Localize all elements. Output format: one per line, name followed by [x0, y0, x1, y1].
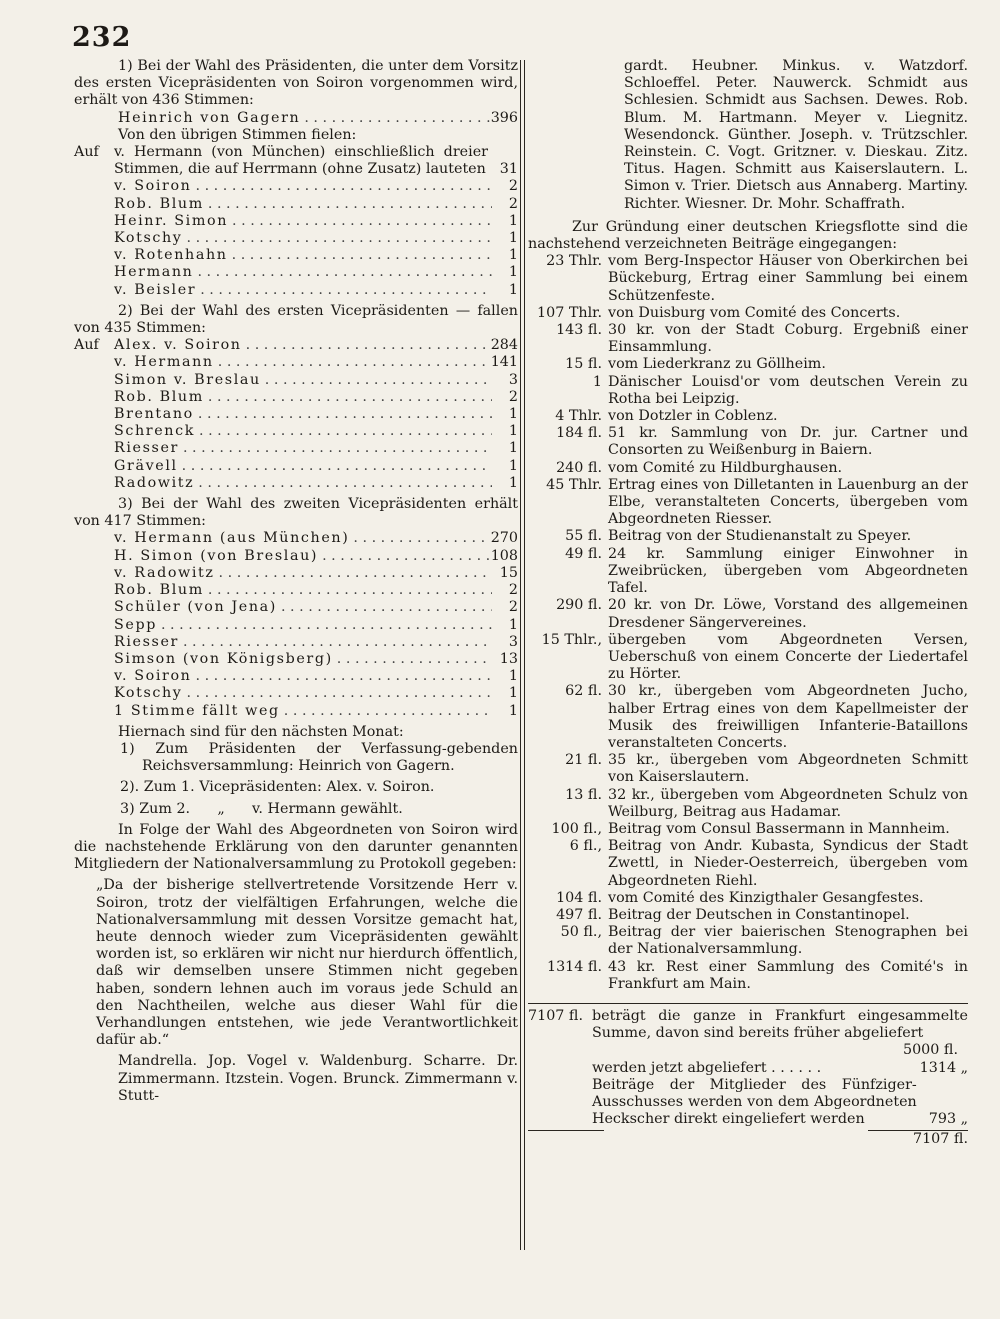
contribution-text: von Dotzler in Coblenz.	[608, 408, 778, 425]
contribution-text: 35 kr., übergeben vom Abgeordneten Schmitt von Kaiserslautern.	[608, 752, 968, 786]
candidate-name: Brentano	[114, 406, 194, 423]
contribution-amount: 104 fl.	[556, 889, 602, 906]
contribution-amount: 290 fl.	[556, 597, 602, 614]
vote-row	[74, 389, 518, 406]
candidate-name: Schüler (von Jena)	[114, 599, 277, 616]
vote-row	[74, 196, 518, 213]
second-vp-votes-list	[74, 530, 518, 719]
vote-row	[74, 617, 518, 634]
vote-count: 2	[508, 599, 518, 616]
contribution-entry	[528, 683, 968, 752]
vote-row	[74, 565, 518, 582]
contribution-text: Beitrag von Andr. Kubasta, Syndicus der Stadt Zwettl, in Nieder-Oesterreich, übergeben vom Abgeordneten Riehl.	[608, 838, 968, 889]
contribution-amount: 4 Thlr.	[555, 408, 602, 425]
candidate-name: Rob. Blum	[114, 582, 204, 599]
contribution-text: 24 kr. Sammlung einiger Einwohner in Zweibrücken, übergeben vom Abgeordneten Tafel.	[608, 545, 968, 597]
contribution-entry	[528, 374, 968, 408]
contribution-amount: 13 fl.	[565, 786, 602, 803]
candidate-name: v. Soiron	[114, 178, 192, 195]
vote-count: 2	[508, 582, 518, 599]
contribution-entry	[528, 408, 968, 425]
vote-count: 1	[508, 702, 518, 719]
candidate-name: Radowitz	[114, 474, 195, 491]
vote-count: 13	[499, 650, 518, 667]
candidate-name: Simson (von Königsberg)	[114, 650, 333, 667]
contribution-amount: 143 fl.	[556, 322, 602, 339]
contribution-entry	[528, 752, 968, 786]
candidate-name: v. Radowitz	[114, 564, 215, 581]
vote-count: 1	[508, 406, 518, 423]
contribution-text: von Duisburg vom Comité des Concerts.	[608, 304, 901, 321]
vote-row	[74, 213, 518, 230]
fleet-contributions-intro: Zur Gründung einer deutschen Kriegsflotte sind die nachstehend verzeichneten Beiträge eingegangen:	[528, 218, 968, 253]
summary-line-1: beträgt die ganze in Frankfurt eingesammelte Summe, davon sind bereits früher abgeliefert	[592, 1007, 968, 1042]
second-vp-election-intro: 3) Bei der Wahl des zweiten Vicepräsidenten erhält von 417 Stimmen:	[74, 496, 518, 530]
contribution-amount: 21 fl.	[565, 752, 602, 769]
contribution-entry	[528, 253, 968, 305]
vote-row	[74, 406, 518, 423]
vote-row	[74, 685, 518, 702]
contribution-entry	[528, 907, 968, 924]
candidate-name: v. Soiron	[114, 668, 192, 685]
contribution-amount: 497 fl.	[556, 906, 602, 923]
contribution-entry	[528, 305, 968, 322]
contribution-entry	[528, 959, 968, 993]
contributions-list	[528, 253, 968, 993]
candidate-name: Hermann	[114, 264, 194, 281]
contribution-amount: 50 fl.,	[560, 924, 602, 941]
president-election-intro: 1) Bei der Wahl des Präsidenten, die unter dem Vorsitz des ersten Vicepräsidenten von Soiron vorgenommen wird, erhält von 436 Stimmen:	[74, 58, 518, 109]
summary-value-1: 5000 fl.	[902, 1042, 958, 1059]
vote-row	[74, 530, 518, 547]
contribution-text: 51 kr. Sammlung von Dr. jur. Cartner und Consorten zu Weißenburg in Baiern.	[608, 425, 968, 459]
vote-row: Auf Alex. v. Soiron . . . 284	[74, 337, 518, 354]
candidate-name: v. Beisler	[114, 281, 197, 298]
vote-row	[74, 247, 518, 264]
contribution-text: 30 kr., übergeben vom Abgeordneten Jucho, halber Ertrag eines von dem Kapellmeister der Musik des freiwilligen Infanterie-Bataillons veranstalteten Concerts.	[608, 683, 968, 751]
contribution-text: vom Comité des Kinzigthaler Gesangfestes.	[608, 889, 924, 906]
vote-row	[74, 582, 518, 599]
vote-count: 270	[490, 530, 518, 547]
contribution-text: 30 kr. von der Stadt Coburg. Ergebniß einer Einsammlung.	[608, 322, 968, 356]
vote-count: 1	[508, 474, 518, 491]
page-number: 232	[72, 22, 132, 53]
contribution-entry	[528, 356, 968, 373]
right-column	[528, 58, 968, 1149]
contribution-amount: 15 fl.	[565, 356, 602, 373]
vote-count: 1	[508, 616, 518, 633]
remaining-votes-label: Von den übrigen Stimmen fielen:	[118, 126, 357, 143]
vote-count: 1	[508, 212, 518, 229]
contribution-amount: 100 fl.,	[551, 820, 602, 837]
president-votes-list	[74, 178, 518, 298]
summary-total-row	[528, 1130, 968, 1148]
vote-count: 1	[508, 440, 518, 457]
summary-amount: 7107 fl.	[528, 1007, 584, 1024]
first-vp-election-intro: 2) Bei der Wahl des ersten Vicepräsidenten — fallen von 435 Stimmen:	[74, 302, 518, 337]
result-president: 1) Zum Präsidenten der Verfassung-gebenden Reichsversammlung: Heinrich von Gagern.	[120, 740, 518, 775]
contribution-text: Beitrag der Deutschen in Constantinopel.	[608, 906, 910, 923]
vote-count: 1	[508, 668, 518, 685]
vote-row	[74, 475, 518, 492]
contribution-entry	[528, 597, 968, 631]
vote-row	[74, 178, 518, 195]
signers-list: Mandrella. Jop. Vogel v. Waldenburg. Scharre. Dr. Zimmermann. Itzstein. Vogen. Brunck. Zimmermann v. Stutt-	[118, 1053, 518, 1104]
contribution-entry	[528, 546, 968, 598]
candidate-name: v. Rotenhahn	[114, 247, 228, 264]
vote-row	[74, 634, 518, 651]
result-first-vp: 2). Zum 1. Vicepräsidenten: Alex. v. Soiron.	[120, 779, 435, 796]
vote-count: 3	[508, 371, 518, 388]
vote-count: 1	[508, 423, 518, 440]
summary-row-2: werden jetzt abgeliefert . . . . . . 1314 „	[592, 1059, 968, 1076]
contribution-amount: 6 fl.,	[569, 838, 602, 855]
vote-row	[74, 264, 518, 281]
candidate-name: v. Hermann	[114, 354, 214, 371]
contribution-text: vom Liederkranz zu Göllheim.	[608, 356, 826, 373]
candidate-name: Heinr. Simon	[114, 212, 229, 229]
summary-total: 7107 fl.	[868, 1130, 968, 1148]
vote-row	[74, 703, 518, 720]
contribution-amount: 107 Thlr.	[537, 304, 602, 321]
contribution-entry	[528, 322, 968, 356]
vote-row: Heinrich von Gagern . . . 396	[74, 110, 518, 127]
vote-row	[74, 440, 518, 457]
left-column	[74, 58, 518, 1105]
contribution-text: Ertrag eines von Dilletanten in Lauenburg an der Elbe, veranstalteten Concerts, übergeben vom Abgeordneten Riesser.	[608, 476, 968, 528]
declaration-quote: „Da der bisherige stellvertretende Vorsitzende Herr v. Soiron, trotz der vielfältigen Erfahrungen, welche die Nationalversammlung mit dessen Vorsitze gemacht hat, heute dennoch wieder zum Vicepräsidenten gewählt worden ist, so erklären wir nicht nur hierdurch öffentlich, daß wir demselben unsere Stimmen nicht gegeben haben, sondern lehnen auch im voraus jede Schuld an den Nachtheilen, welche aus dieser Wahl für die Verhandlungen entstehen, wie jede Verantwortlichkeit dafür ab.“	[96, 877, 518, 1049]
candidate-name: Rob. Blum	[114, 195, 204, 212]
vote-count: 1	[508, 685, 518, 702]
candidate-name: Sepp	[114, 616, 157, 633]
contribution-text: Dänischer Louisd'or vom deutschen Verein zu Rotha bei Leipzig.	[608, 373, 968, 407]
contribution-entry	[528, 425, 968, 459]
contribution-entry	[528, 890, 968, 907]
candidate-name: Alex. v. Soiron	[114, 337, 242, 354]
vote-count: 1	[508, 264, 518, 281]
candidate-name: Riesser	[114, 440, 179, 457]
contribution-entry	[528, 528, 968, 545]
contribution-entry	[528, 787, 968, 821]
vote-row	[74, 372, 518, 389]
contribution-text: 20 kr. von Dr. Löwe, Vorstand des allgemeinen Dresdener Sängervereines.	[608, 597, 968, 631]
declaration-intro: In Folge der Wahl des Abgeordneten von Soiron wird die nachstehende Erklärung von den darunter genannten Mitgliedern der Nationalversammlung zu Protokoll gegeben:	[74, 821, 518, 873]
contribution-entry	[528, 477, 968, 529]
contribution-text: Beitrag vom Consul Bassermann in Mannheim.	[608, 820, 950, 837]
result-second-vp: 3) Zum 2. „ v. Hermann gewählt.	[120, 800, 403, 817]
vote-count: 15	[499, 564, 518, 581]
signers-list-continued: gardt. Heubner. Minkus. v. Watzdorf. Schloeffel. Peter. Nauwerck. Schmidt aus Schlesien. Schmidt aus Sachsen. Dewes. Rob. Blum. M. Hartmann. Meyer v. Liegnitz. Wesendonck. Günther. Joseph. v. Trützschler. Reinstein. C. Vogt. Gritzner. v. Dieskau. Zitz. Titus. Hagen. Schmitt aus Kaiserslautern. L. Simon v. Trier. Dietsch aus Annaberg. Martiny. Richter. Wiesner. Dr. Mohr. Schaffrath.	[624, 58, 968, 212]
column-divider	[520, 60, 525, 1250]
vote-count: 2	[508, 178, 518, 195]
summary-block	[528, 1008, 968, 1128]
vote-count: 3	[508, 633, 518, 650]
contribution-amount: 49 fl.	[565, 545, 602, 562]
vote-count: 108	[490, 547, 518, 564]
contribution-amount: 1	[592, 373, 602, 390]
contribution-amount: 55 fl.	[565, 528, 602, 545]
candidate-name: Schrenck	[114, 423, 195, 440]
summary-row-3: Beiträge der Mitglieder des Fünfziger-Ausschusses werden von dem Abgeordneten Heckscher direkt eingeliefert werden 793 „	[592, 1076, 968, 1128]
candidate-name: Simon v. Breslau	[114, 371, 261, 388]
vote-row	[74, 282, 518, 299]
contribution-text: Beitrag von der Studienanstalt zu Speyer.	[608, 528, 912, 545]
contribution-entry	[528, 460, 968, 477]
candidate-name: 1 Stimme fällt weg	[114, 702, 280, 719]
contribution-text: übergeben vom Abgeordneten Versen, Ueberschuß von einem Concerte der Liedertafel zu Hörter.	[608, 631, 968, 683]
candidate-name: Kotschy	[114, 685, 183, 702]
candidate-name: Riesser	[114, 633, 179, 650]
contribution-text: Beitrag der vier baierischen Stenographen bei der Nationalversammlung.	[608, 924, 968, 958]
vote-count: 1	[508, 230, 518, 247]
contribution-text: 32 kr., übergeben vom Abgeordneten Schulz von Weilburg, Beitrag aus Hadamar.	[608, 786, 968, 820]
candidate-name: Grävell	[114, 457, 178, 474]
vote-row	[74, 458, 518, 475]
contribution-text: vom Berg-Inspector Häuser von Oberkirchen bei Bückeburg, Ertrag einer Sammlung bei einem Schützenfeste.	[608, 253, 968, 304]
contribution-amount: 240 fl.	[556, 459, 602, 476]
candidate-name: Rob. Blum	[114, 388, 204, 405]
vote-row	[74, 548, 518, 565]
contribution-entry	[528, 632, 968, 684]
first-vp-votes-list	[74, 337, 518, 492]
contribution-amount: 184 fl.	[556, 425, 602, 442]
contribution-entry	[528, 838, 968, 890]
vote-count: 1	[508, 247, 518, 264]
candidate-name: Kotschy	[114, 230, 183, 247]
contribution-text: 43 kr. Rest einer Sammlung des Comité's in Frankfurt am Main.	[608, 958, 968, 992]
vote-count: 1	[508, 457, 518, 474]
vote-row	[74, 423, 518, 440]
candidate-name: H. Simon (von Breslau)	[114, 547, 319, 564]
result-intro: Hiernach sind für den nächsten Monat:	[118, 723, 404, 740]
contribution-entry	[528, 924, 968, 958]
vote-row	[74, 668, 518, 685]
contribution-text: vom Comité zu Hildburghausen.	[608, 459, 843, 476]
summary-divider	[528, 1003, 968, 1004]
hermann-entry: Auf v. Hermann (von München) einschließlich dreier Stimmen, die auf Herrmann (ohne Zusatz) lauteten 31	[74, 144, 518, 178]
candidate-name: v. Hermann (aus München)	[114, 530, 350, 547]
vote-row	[74, 651, 518, 668]
contribution-amount: 23 Thlr.	[546, 253, 602, 270]
contribution-amount: 45 Thlr.	[546, 476, 602, 493]
contribution-amount: 1314 fl.	[546, 958, 602, 975]
vote-row	[74, 599, 518, 616]
vote-row	[74, 354, 518, 371]
vote-count: 2	[508, 388, 518, 405]
vote-count: 141	[490, 354, 518, 371]
vote-count: 1	[508, 281, 518, 298]
vote-count: 284	[490, 337, 518, 354]
contribution-entry	[528, 821, 968, 838]
contribution-amount: 62 fl.	[565, 683, 602, 700]
vote-count: 2	[508, 195, 518, 212]
contribution-amount: 15 Thlr.,	[541, 631, 602, 648]
vote-row	[74, 230, 518, 247]
